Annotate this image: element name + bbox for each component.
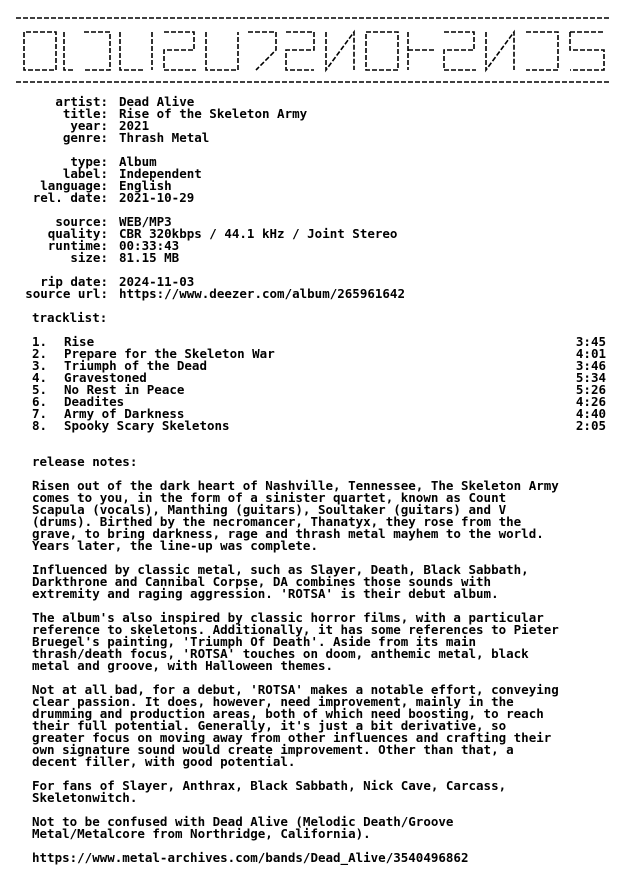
- track-title: Prepare for the Skeleton War: [64, 346, 275, 361]
- track-number: 6.: [32, 394, 48, 409]
- track-number: 7.: [32, 406, 48, 421]
- info-value: 2021: [119, 118, 150, 133]
- track-duration: 3:45: [575, 334, 606, 349]
- info-row-genre: [0, 132, 632, 144]
- info-row-size: [0, 252, 632, 264]
- info-value: WEB/MP3: [119, 214, 172, 229]
- source-url-link[interactable]: https://www.deezer.com/album/265961642: [119, 286, 405, 301]
- info-value: Rise of the Skeleton Army: [119, 106, 308, 121]
- track-duration: 4:26: [575, 394, 606, 409]
- album-info: [0, 96, 632, 144]
- info-key: source url:: [25, 286, 108, 301]
- track-duration: 4:40: [575, 406, 606, 421]
- info-key: year:: [70, 118, 108, 133]
- release-notes: [32, 480, 612, 852]
- track-duration: 5:34: [575, 370, 606, 385]
- track-duration: 2:05: [575, 418, 606, 433]
- track-duration: 5:26: [575, 382, 606, 397]
- info-key: label:: [62, 166, 108, 181]
- notes-paragraph: For fans of Slayer, Anthrax, Black Sabbath, Nick Cave, Carcass, Skeletonwitch.: [32, 778, 507, 805]
- notes-paragraph: Not to be confused with Dead Alive (Melodic Death/Groove Metal/Metalcore from Northridge, California).: [32, 814, 454, 841]
- track-number: 4.: [32, 370, 48, 385]
- info-value: 81.15 MB: [119, 250, 180, 265]
- ascii-art-banner: [14, 12, 618, 86]
- notes-paragraph: The album's also inspired by classic horror films, with a particular reference to skeletons. Additionally, it has some references to Pieter Bruegel's painting, 'Triumph Of Death'. Aside from its main thrash/death focus, 'ROTSA' touches on doom, anthemic metal, black metal and groove, with Halloween themes.: [32, 610, 559, 673]
- release-info: [0, 156, 632, 204]
- track-title: Gravestoned: [64, 370, 147, 385]
- info-value: 00:33:43: [119, 238, 180, 253]
- info-key: rel. date:: [32, 190, 108, 205]
- track-row: [32, 420, 606, 432]
- track-title: Rise: [64, 334, 95, 349]
- info-row-source-url: [0, 288, 632, 300]
- info-key: title:: [62, 106, 108, 121]
- track-number: 2.: [32, 346, 48, 361]
- info-value: 2021-10-29: [119, 190, 195, 205]
- track-title: No Rest in Peace: [64, 382, 185, 397]
- track-number: 8.: [32, 418, 48, 433]
- info-key: rip date:: [40, 274, 108, 289]
- tracklist-heading: tracklist:: [32, 310, 108, 325]
- audio-info: [0, 216, 632, 264]
- release-notes-heading: release notes:: [32, 454, 138, 469]
- info-value: Album: [119, 154, 157, 169]
- info-key: size:: [70, 250, 108, 265]
- info-key: quality:: [47, 226, 108, 241]
- info-value: English: [119, 178, 172, 193]
- track-duration: 4:01: [575, 346, 606, 361]
- track-number: 1.: [32, 334, 48, 349]
- track-number: 5.: [32, 382, 48, 397]
- info-value: Thrash Metal: [119, 130, 210, 145]
- track-duration: 3:46: [575, 358, 606, 373]
- notes-paragraph: Risen out of the dark heart of Nashville, Tennessee, The Skeleton Army comes to you, in the form of a sinister quartet, known as Count Scapula (vocals), Manthing (guitars), Soultaker (guitars) and V (drums). Birthed by the necromancer, Thanatyx, they rose from the grave, to bring darkness, rage and thrash metal mayhem to the world. Years later, the line-up was complete.: [32, 478, 559, 553]
- info-value: CBR 320kbps / 44.1 kHz / Joint Stereo: [119, 226, 398, 241]
- track-number: 3.: [32, 358, 48, 373]
- track-title: Triumph of the Dead: [64, 358, 207, 373]
- info-value: Independent: [119, 166, 202, 181]
- info-row-rel-date: [0, 192, 632, 204]
- rip-info: [0, 276, 632, 300]
- info-key: source:: [55, 214, 108, 229]
- info-key: type:: [70, 154, 108, 169]
- info-value: Dead Alive: [119, 94, 195, 109]
- notes-paragraph: Influenced by classic metal, such as Slayer, Death, Black Sabbath, Darkthrone and Cannibal Corpse, DA combines those sounds with extremity and raging aggression. 'ROTSA' is their debut album.: [32, 562, 529, 601]
- tracklist: [32, 336, 606, 432]
- info-value: 2024-11-03: [119, 274, 195, 289]
- info-key: genre:: [62, 130, 108, 145]
- info-key: runtime:: [47, 238, 108, 253]
- track-title: Spooky Scary Skeletons: [64, 418, 230, 433]
- track-title: Army of Darkness: [64, 406, 185, 421]
- info-key: artist:: [55, 94, 108, 109]
- notes-paragraph: Not at all bad, for a debut, 'ROTSA' makes a notable effort, conveying clear passion. It does, however, need improvement, mainly in the drumming and production areas, both of which need boosting, to reach their full potential. Generally, it's just a bit derivative, so greater focus on moving away from other influences and crafting their own signature sound would create improvement. Other than that, a decent filler, with good potential.: [32, 682, 559, 769]
- info-key: language:: [40, 178, 108, 193]
- metal-archives-link[interactable]: https://www.metal-archives.com/bands/Dead_Alive/3540496862: [32, 850, 469, 865]
- track-title: Deadites: [64, 394, 125, 409]
